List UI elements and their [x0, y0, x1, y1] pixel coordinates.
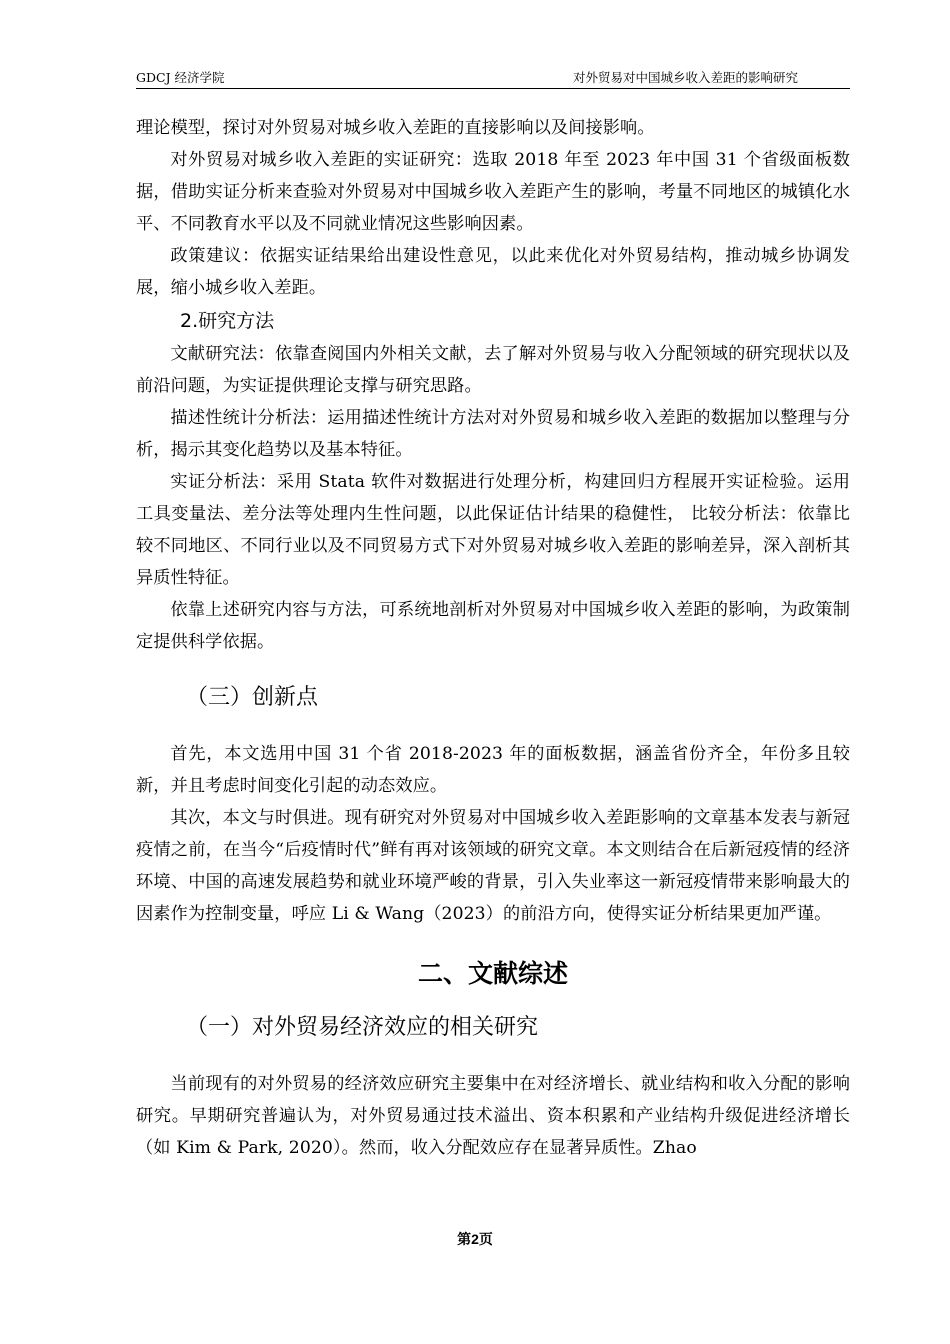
research-method-heading: 2.研究方法 — [180, 310, 275, 332]
page-header — [136, 66, 850, 89]
paragraph: 首先，本文选用中国 31 个省 2018-2023 年的面板数据，涵盖省份齐全，年份多且较新，并且考虑时间变化引起的动态效应。 — [136, 744, 850, 796]
page-number: 第2页 — [457, 1231, 493, 1247]
innovation-heading: （三）创新点 — [186, 685, 319, 710]
paragraph: 实证分析法：采用 Stata 软件对数据进行处理分析，构建回归方程展开实证检验。运用工具变量法、差分法等处理内生性问题，以此保证估计结果的稳健性， 比较分析法：依靠比较不同地区、不同行业以及不同贸易方式下对外贸易对城乡收入差距的影响差异，深入剖析其异质性特征。 — [136, 472, 850, 588]
paragraph: 政策建议：依据实证结果给出建设性意见，以此来优化对外贸易结构，推动城乡协调发展，缩小城乡收入差距。 — [136, 246, 850, 298]
section-heading: （一）对外贸易经济效应的相关研究 — [186, 1015, 539, 1040]
header-title: 对外贸易对中国城乡收入差距的影响研究 — [572, 70, 798, 85]
chapter-heading: 二、文献综述 — [417, 959, 568, 988]
header-school: GDCJ 经济学院 — [136, 70, 225, 85]
page-body — [136, 112, 850, 1164]
paragraph: 当前现有的对外贸易的经济效应研究主要集中在对经济增长、就业结构和收入分配的影响研究。早期研究普遍认为，对外贸易通过技术溢出、资本积累和产业结构升级促进经济增长（如 Kim & Park, 2020）。然而，收入分配效应存在显著异质性。Zhao — [136, 1074, 850, 1158]
paragraph: 描述性统计分析法：运用描述性统计方法对对外贸易和城乡收入差距的数据加以整理与分析，揭示其变化趋势以及基本特征。 — [136, 408, 850, 460]
paragraph: 其次，本文与时俱进。现有研究对外贸易对中国城乡收入差距影响的文章基本发表与新冠疫情之前，在当今“后疫情时代”鲜有再对该领域的研究文章。本文则结合在后新冠疫情的经济环境、中国的高速发展趋势和就业环境严峻的背景，引入失业率这一新冠疫情带来影响最大的因素作为控制变量，呼应 Li & Wang（2023）的前沿方向，使得实证分析结果更加严谨。 — [136, 808, 850, 924]
paragraph: 文献研究法：依靠查阅国内外相关文献，去了解对外贸易与收入分配领域的研究现状以及前沿问题，为实证提供理论支撑与研究思路。 — [136, 344, 850, 396]
paragraph: 理论模型，探讨对外贸易对城乡收入差距的直接影响以及间接影响。 — [136, 118, 655, 138]
paragraph: 依靠上述研究内容与方法，可系统地剖析对外贸易对中国城乡收入差距的影响，为政策制定提供科学依据。 — [136, 600, 850, 652]
paragraph: 对外贸易对城乡收入差距的实证研究：选取 2018 年至 2023 年中国 31 个省级面板数据，借助实证分析来查验对外贸易对中国城乡收入差距产生的影响，考量不同地区的城镇化水平、不同教育水平以及不同就业情况这些影响因素。 — [136, 150, 850, 234]
